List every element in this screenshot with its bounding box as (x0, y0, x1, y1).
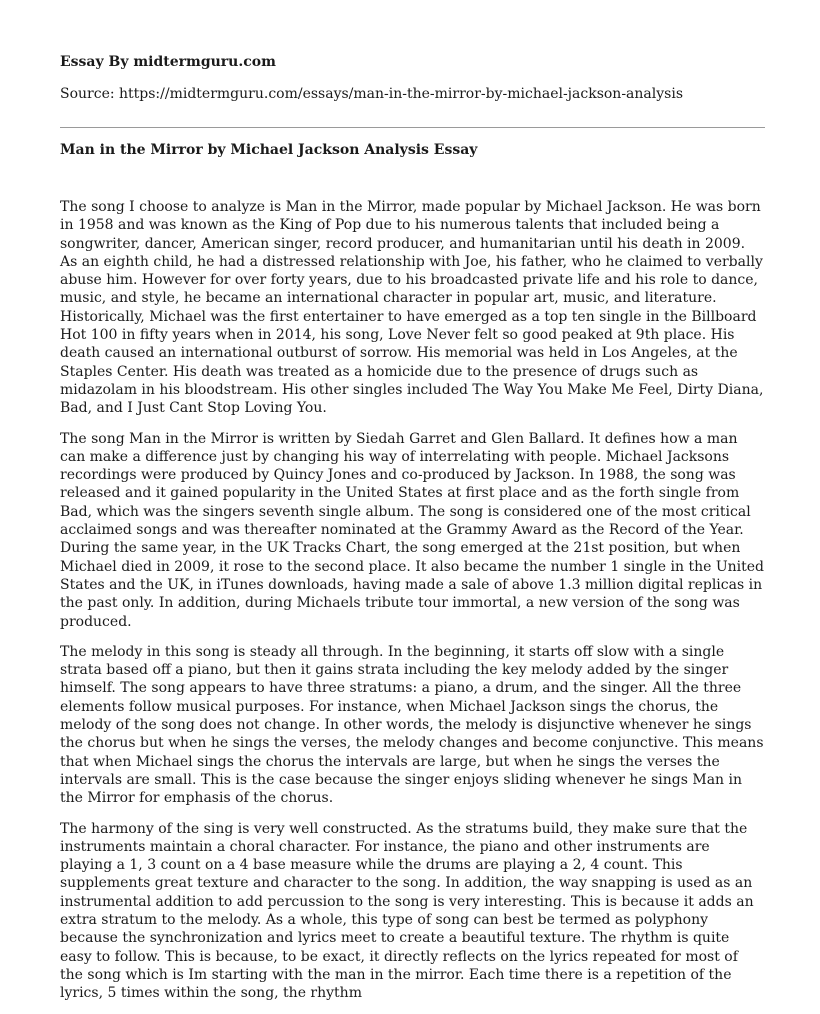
paragraph-1: The song I choose to analyze is Man in the Mirror, made popular by Michael Jackson. He was born in 1958 and was known as the King of Pop due to his numerous talents that included being a songwriter, dancer, American singer, record producer, and humanitarian until his death in 2009. As an eighth child, he had a distressed relationship with Joe, his father, who he claimed to verbally abuse him. However for over forty years, due to his broadcasted private life and his role to dance, music, and style, he became an international character in popular art, music, and literature. Historically, Michael was the first entertainer to have emerged as a top ten single in the Billboard Hot 100 in fifty years when in 2014, his song, Love Never felt so good peaked at 9th place. His death caused an international outburst of sorrow. His memorial was held in Los Angeles, at the Staples Center. His death was treated as a homicide due to the presence of drugs such as midazolam in his bloodstream. His other singles included The Way You Make Me Feel, Dirty Diana, Bad, and I Just Cant Stop Loving You. (60, 199, 764, 417)
essay-body (60, 198, 765, 1014)
header-divider (60, 127, 765, 128)
essay-title: Man in the Mirror by Michael Jackson Analysis Essay (60, 142, 478, 158)
paragraph-4: The harmony of the sing is very well constructed. As the stratums build, they make sure that the instruments maintain a choral character. For instance, the piano and other instruments are playing a 1, 3 count on a 4 base measure while the drums are playing a 2, 4 count. This supplements great texture and character to the song. In addition, the way snapping is used as an instrumental addition to add percussion to the song is very interesting. This is because it adds an extra stratum to the melody. As a whole, this type of song can best be termed as polyphony because the synchronization and lyrics meet to create a beautiful texture. The rhythm is quite easy to follow. This is because, to be exact, it directly reflects on the lyrics repeated for most of the song which is Im starting with the man in the mirror. Each time there is a repetition of the lyrics, 5 times within the song, the rhythm (60, 820, 754, 1002)
paragraph-2: The song Man in the Mirror is written by Siedah Garret and Glen Ballard. It defines how a man can make a difference just by changing his way of interrelating with people. Michael Jacksons recordings were produced by Quincy Jones and co-produced by Jackson. In 1988, the song was released and it gained popularity in the United States at first place and as the forth single from Bad, which was the singers seventh single album. The song is considered one of the most critical acclaimed songs and was thereafter nominated at the Grammy Award as the Record of the Year. During the same year, in the UK Tracks Chart, the song emerged at the 21st position, but when Michael died in 2009, it rose to the second place. It also became the number 1 single in the United States and the UK, in iTunes downloads, having made a sale of above 1.3 million digital replicas in the past only. In addition, during Michaels tribute tour immortal, a new version of the song was produced. (60, 430, 765, 630)
paragraph-3: The melody in this song is steady all through. In the beginning, it starts off slow with a single strata based off a piano, but then it gains strata including the key melody added by the singer himself. The song appears to have three stratums: a piano, a drum, and the singer. All the three elements follow musical purposes. For instance, when Michael Jackson sings the chorus, the melody of the song does not change. In other words, the melody is disjunctive whenever he sings the chorus but when he sings the verses, the melody changes and become conjunctive. This means that when Michael sings the chorus the intervals are large, but when he sings the verses the intervals are small. This is the case because the singer enjoys sliding whenever he sings Man in the Mirror for emphasis of the chorus. (60, 643, 764, 807)
source-url-line: Source: https://midtermguru.com/essays/man-in-the-mirror-by-michael-jackson-analysis (60, 86, 683, 102)
essay-author-line: Essay By midtermguru.com (60, 54, 276, 70)
